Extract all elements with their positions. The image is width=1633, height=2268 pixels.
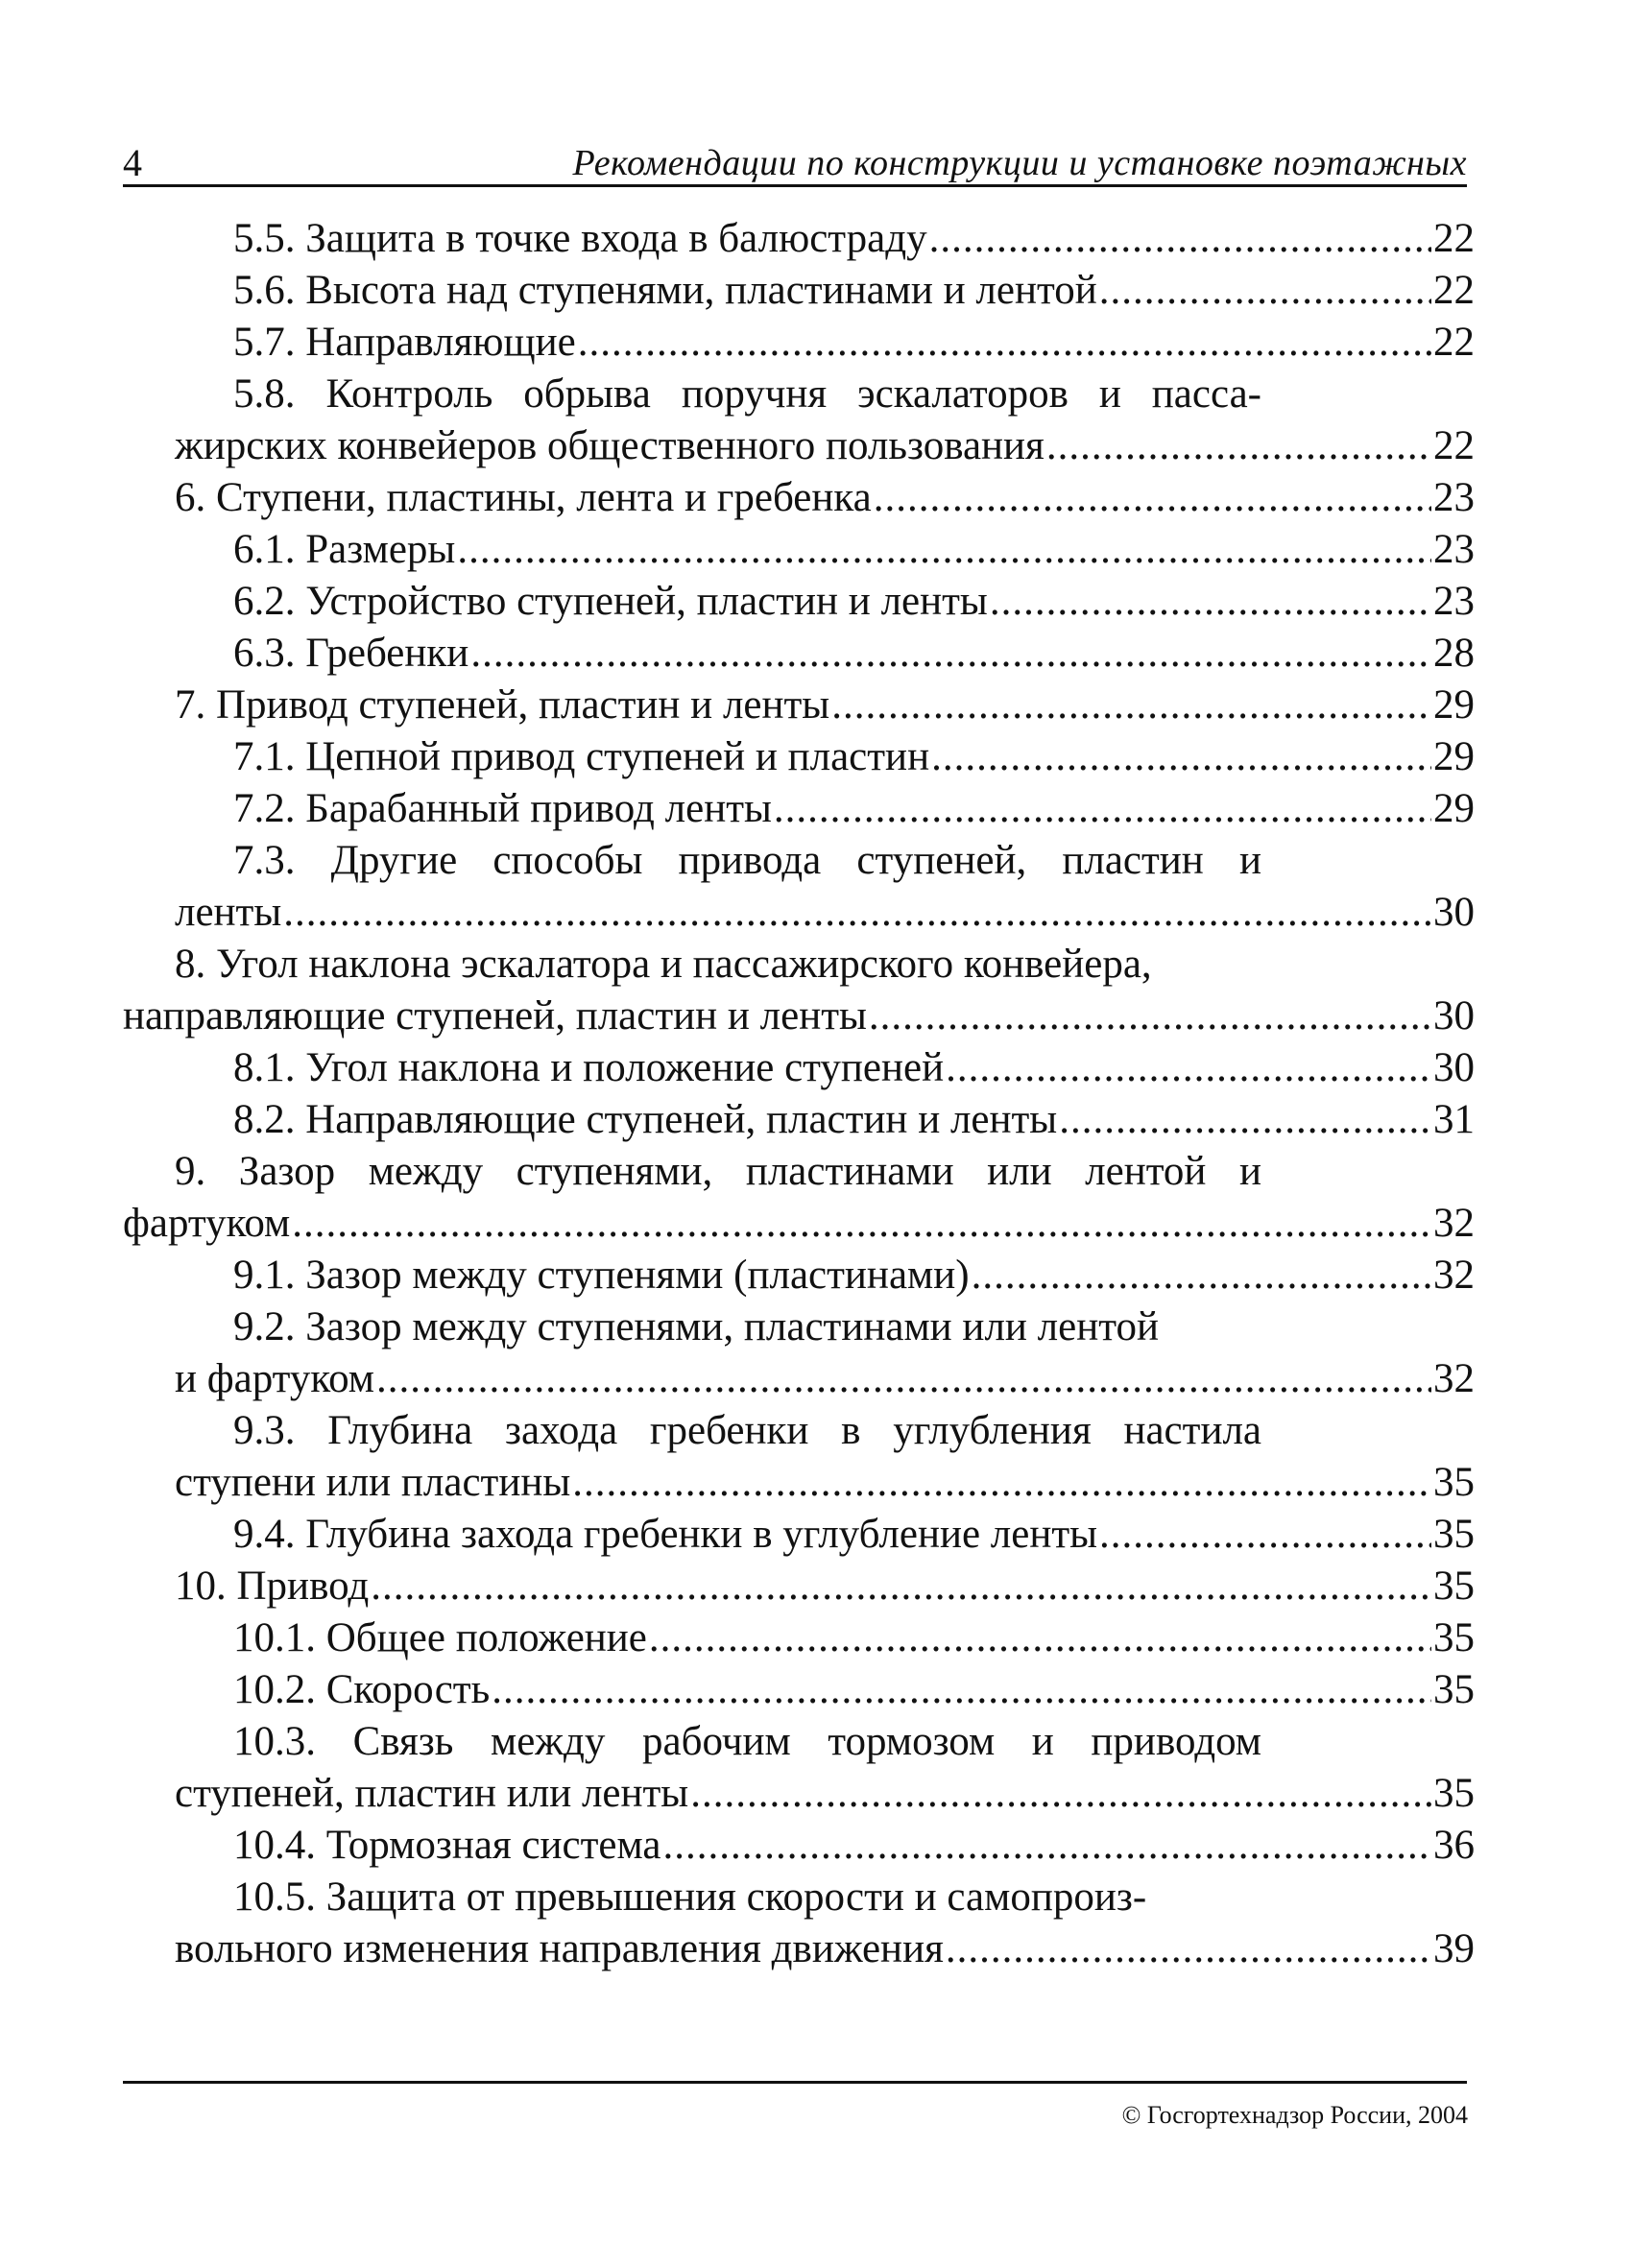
toc-leader (946, 1923, 1431, 1975)
toc-entry-first-line: 10.3. Связь между рабочим тормозом и приводом (233, 1719, 1261, 1764)
toc-entry-first-line: 9.3. Глубина захода гребенки в углубления настила (233, 1408, 1261, 1453)
toc-entry-title: ленты (175, 890, 282, 935)
toc-entry-page: 36 (1433, 1823, 1475, 1868)
toc-entry-title: 6.3. Гребенки (233, 631, 469, 676)
toc-entry-first-line: 7.3. Другие способы привода ступеней, пластин и (233, 838, 1261, 883)
toc-leader (1099, 265, 1431, 317)
footer-divider (123, 2081, 1467, 2084)
toc-leader (990, 576, 1431, 628)
toc-entry-first-line: 9. Зазор между ступенями, пластинами или лентой и (175, 1149, 1261, 1194)
toc-leader (1046, 420, 1431, 472)
toc-entry-page: 22 (1433, 216, 1475, 261)
toc-entry-title: 5.7. Направляющие (233, 320, 576, 365)
toc-entry-title: 8.2. Направляющие ступеней, пластин и ленты (233, 1097, 1058, 1142)
toc-entry-page: 35 (1433, 1564, 1475, 1609)
toc-entry-page: 32 (1433, 1253, 1475, 1298)
toc-entry-title: 7.1. Цепной привод ступеней и пластин (233, 734, 930, 779)
toc-leader (1059, 1094, 1431, 1146)
toc-entry-page: 23 (1433, 527, 1475, 572)
toc-entry (175, 420, 1475, 472)
toc-leader (376, 1353, 1431, 1405)
toc-leader (929, 213, 1431, 265)
toc-entry-title: жирских конвейеров общественного пользования (175, 423, 1045, 468)
toc-entry-title: 6. Ступени, пластины, лента и гребенка (175, 475, 872, 520)
toc-entry (233, 1509, 1475, 1561)
toc-entry-title: 7.2. Барабанный привод ленты (233, 786, 772, 831)
toc-entry-page: 30 (1433, 890, 1475, 935)
toc-entry-page: 31 (1433, 1097, 1475, 1142)
toc-leader (578, 317, 1431, 369)
toc-entry-page: 29 (1433, 682, 1475, 728)
toc-leader (946, 1042, 1431, 1094)
toc-entry (233, 317, 1475, 369)
running-title: Рекомендации по конструкции и установке поэтажных (572, 143, 1467, 183)
toc-entry (175, 1457, 1475, 1509)
toc-entry-page: 32 (1433, 1356, 1475, 1401)
toc-entry (233, 628, 1475, 680)
toc-entry-title: 8.1. Угол наклона и положение ступеней (233, 1045, 945, 1090)
toc-entry (175, 680, 1475, 731)
toc-entry-title: 5.5. Защита в точке входа в балюстраду (233, 216, 927, 261)
toc-entry (233, 265, 1475, 317)
toc-leader (972, 1250, 1431, 1301)
toc-entry-first-line: 5.8. Контроль обрыва поручня эскалаторов и пасса- (233, 371, 1261, 417)
toc-entry (123, 1198, 1475, 1250)
toc-entry-page: 29 (1433, 734, 1475, 779)
toc-entry-title: 5.6. Высота над ступенями, пластинами и лентой (233, 268, 1097, 313)
toc-entry-title: 10. Привод (175, 1564, 370, 1609)
toc-leader (690, 1768, 1431, 1820)
toc-leader (292, 1198, 1431, 1250)
toc-entry (175, 1923, 1475, 1975)
toc-entry-title: 10.4. Тормозная система (233, 1823, 661, 1868)
page-number: 4 (123, 141, 142, 184)
toc-entry (175, 1561, 1475, 1612)
toc-leader (649, 1612, 1431, 1664)
toc-entry-page: 30 (1433, 993, 1475, 1039)
toc-entry-title: ступеней, пластин или ленты (175, 1771, 689, 1816)
toc-entry-title: ступени или пластины (175, 1460, 571, 1505)
toc-leader (1099, 1509, 1431, 1561)
toc-entry (175, 1353, 1475, 1405)
toc-entry (233, 1612, 1475, 1664)
toc-leader (572, 1457, 1431, 1509)
toc-entry-title: 9.1. Зазор между ступенями (пластинами) (233, 1253, 970, 1298)
toc-entry-page: 29 (1433, 786, 1475, 831)
toc-entry-title: фартуком (123, 1201, 291, 1246)
toc-entry-first-line: 9.2. Зазор между ступенями, пластинами или лентой (233, 1304, 1159, 1349)
toc-leader (470, 628, 1431, 680)
toc-entry-first-line: 10.5. Защита от превышения скорости и самопроиз- (233, 1874, 1147, 1920)
toc-entry-page: 35 (1433, 1615, 1475, 1660)
toc-entry-title: 6.1. Размеры (233, 527, 456, 572)
toc-entry-page: 23 (1433, 579, 1475, 624)
toc-entry-page: 23 (1433, 475, 1475, 520)
toc-entry-page: 35 (1433, 1512, 1475, 1557)
toc-entry-title: 10.2. Скорость (233, 1667, 491, 1712)
toc-entry-page: 32 (1433, 1201, 1475, 1246)
toc-entry-title: и фартуком (175, 1356, 374, 1401)
toc-entry-page: 30 (1433, 1045, 1475, 1090)
toc-entry-title: вольного изменения направления движения (175, 1926, 944, 1971)
toc-entry-first-line: 8. Угол наклона эскалатора и пассажирского конвейера, (175, 942, 1152, 987)
toc-entry (233, 1042, 1475, 1094)
toc-entry (233, 1664, 1475, 1716)
toc-leader (371, 1561, 1431, 1612)
toc-leader (831, 680, 1431, 731)
toc-leader (874, 472, 1431, 524)
toc-entry (233, 524, 1475, 576)
toc-entry-page: 22 (1433, 268, 1475, 313)
toc-leader (869, 991, 1431, 1042)
toc-entry (123, 991, 1475, 1042)
running-header (123, 142, 1467, 187)
toc-entry-title: 7. Привод ступеней, пластин и ленты (175, 682, 830, 728)
toc-leader (931, 731, 1431, 783)
toc-entry-page: 22 (1433, 320, 1475, 365)
toc-entry-page: 22 (1433, 423, 1475, 468)
toc-entry (233, 1094, 1475, 1146)
toc-entry (175, 1768, 1475, 1820)
toc-entry-page: 39 (1433, 1926, 1475, 1971)
toc-entry (233, 213, 1475, 265)
toc-entry-title: направляющие ступеней, пластин и ленты (123, 993, 867, 1039)
toc-leader (457, 524, 1431, 576)
toc-entry (175, 887, 1475, 939)
toc-entry-title: 6.2. Устройство ступеней, пластин и ленты (233, 579, 988, 624)
toc-entry-page: 35 (1433, 1667, 1475, 1712)
toc-entry (233, 731, 1475, 783)
toc-entry-title: 9.4. Глубина захода гребенки в углубление ленты (233, 1512, 1098, 1557)
toc-leader (663, 1820, 1431, 1872)
toc-entry-page: 28 (1433, 631, 1475, 676)
toc-entry (233, 1250, 1475, 1301)
toc-entry (233, 1820, 1475, 1872)
toc-entry-page: 35 (1433, 1771, 1475, 1816)
toc-entry (175, 472, 1475, 524)
toc-entry-title: 10.1. Общее положение (233, 1615, 647, 1660)
toc-leader (774, 783, 1431, 835)
toc-entry (233, 576, 1475, 628)
toc-leader (492, 1664, 1431, 1716)
copyright-notice: © Госгортехнадзор России, 2004 (1121, 2101, 1468, 2129)
toc-leader (283, 887, 1431, 939)
toc-entry (233, 783, 1475, 835)
toc-entry-page: 35 (1433, 1460, 1475, 1505)
